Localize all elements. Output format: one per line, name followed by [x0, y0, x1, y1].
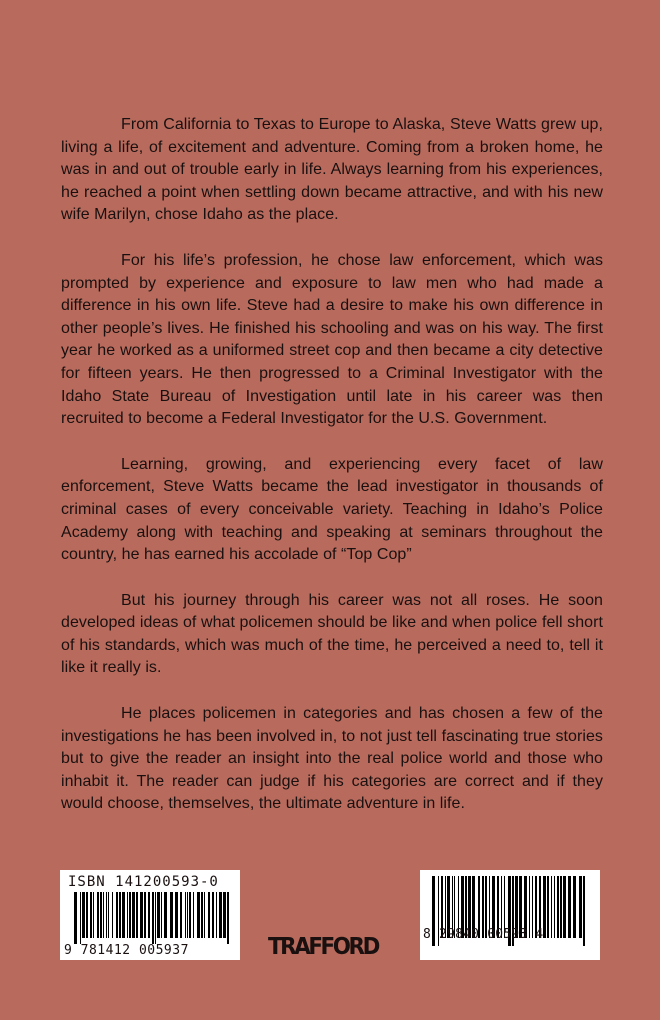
barcode-bar: [122, 892, 125, 938]
barcode-bar: [164, 892, 167, 938]
blurb-paragraph-1: From California to Texas to Europe to Alaska, Steve Watts grew up, living a life, of excitement and adventure. Coming from a broken home, he was in and out of trouble early in life. Always learning from his experiences, he reached a point when settling down became attractive, and with his new wife Marilyn, chose Idaho as the place.: [61, 116, 603, 224]
blurb-paragraph-5: He places policemen in categories and has chosen a few of the investigations he has been involved in, to not just tell fascinating true stories but to give the reader an insight into the real police world and those who inhabit it. The reader can judge if his categories are correct and if they would choose, themselves, the ultimate adventure in life.: [61, 705, 603, 813]
barcode-bar: [106, 892, 107, 938]
barcode-bar: [551, 876, 552, 938]
barcode-bar: [216, 892, 217, 938]
barcode-bar: [144, 892, 146, 938]
upc-barcode: [420, 870, 600, 960]
barcode-bar: [100, 892, 102, 938]
barcode-bar: [103, 892, 104, 938]
barcode-bar: [219, 892, 222, 938]
barcode-bar: [129, 892, 131, 938]
barcode-bar: [175, 892, 178, 938]
barcode-bar: [547, 876, 549, 938]
barcode-bar: [82, 892, 85, 938]
barcode-bar: [148, 892, 150, 938]
barcode-bar: [223, 892, 226, 938]
barcode-bar: [157, 892, 160, 938]
barcode-bar: [197, 892, 200, 938]
barcode-bar: [119, 892, 121, 938]
barcode-bar: [170, 892, 173, 938]
barcode-bar: [204, 892, 205, 938]
barcode-bar: [152, 892, 154, 944]
barcode-bar: [136, 892, 138, 938]
barcode-bar: [86, 892, 88, 938]
isbn-barcode: [60, 870, 240, 960]
barcode-bar: [80, 892, 81, 944]
blurb-paragraph-3: Learning, growing, and experiencing every facet of law enforcement, Steve Watts became the lead investigator in thousands of criminal cases of every conceivable variety. Teaching in Idaho’s Police Academy along with teaching and speaking at seminars throughout the country, he has earned his accolade of “Top Cop”: [61, 455, 603, 564]
barcode-bar: [140, 892, 143, 938]
barcode-bar: [187, 892, 188, 938]
barcode-bar: [201, 892, 203, 938]
upc-barcode-bars: [432, 876, 588, 956]
barcode-bar: [90, 892, 92, 938]
isbn-digits: 9 781412 005937: [64, 943, 189, 958]
upc-digits: 8 29840 00593 4: [423, 927, 544, 942]
blurb-paragraph-2: For his life’s profession, he chose law enforcement, which was prompted by experience and exposure to law men who had made a difference in his own life. Steve had a desire to make his own difference in other people’s lives. He finished his schooling and was on his way. The first year he worked as a uniformed street cop and then became a city detective for fifteen years. He then progressed to a Criminal Investigator with the Idaho State Bureau of Investigation until late in his career was then recruited to become a Federal Investigator for the U.S. Government.: [61, 251, 603, 428]
back-cover-blurb: [61, 114, 603, 839]
barcode-bar: [155, 892, 156, 944]
barcode-bar: [127, 892, 128, 938]
barcode-bar: [583, 876, 585, 946]
barcode-bar: [579, 876, 582, 938]
barcode-bar: [573, 876, 576, 938]
barcode-bar: [568, 876, 571, 938]
blurb-paragraph-4: But his journey through his career was not all roses. He soon developed ideas of what policemen should be like and when police fell short of his standards, which was much of the time, he perceived a need to, tell it like it really is.: [61, 591, 603, 677]
barcode-bar: [108, 892, 109, 938]
barcode-bar: [93, 892, 94, 938]
barcode-bar: [132, 892, 135, 938]
barcode-bar: [554, 876, 555, 938]
barcode-bar: [161, 892, 162, 938]
isbn-barcode-bars: [74, 892, 232, 944]
barcode-bar: [543, 876, 546, 938]
barcode-bar: [560, 876, 562, 938]
barcode-bar: [208, 892, 210, 938]
barcode-bar: [180, 892, 182, 938]
barcode-bar: [185, 892, 186, 938]
barcode-bar: [557, 876, 559, 938]
barcode-bar: [97, 892, 99, 938]
barcode-bar: [193, 892, 194, 938]
barcode-bar: [227, 892, 229, 944]
barcode-bar: [112, 892, 113, 938]
barcode-bar: [212, 892, 214, 938]
isbn-label: ISBN 141200593-0: [68, 874, 219, 890]
barcode-bar: [116, 892, 118, 938]
barcode-bar: [74, 892, 77, 944]
barcode-bar: [563, 876, 566, 938]
publisher-logo: TRAFFORD: [268, 934, 378, 960]
barcode-bar: [189, 892, 191, 938]
